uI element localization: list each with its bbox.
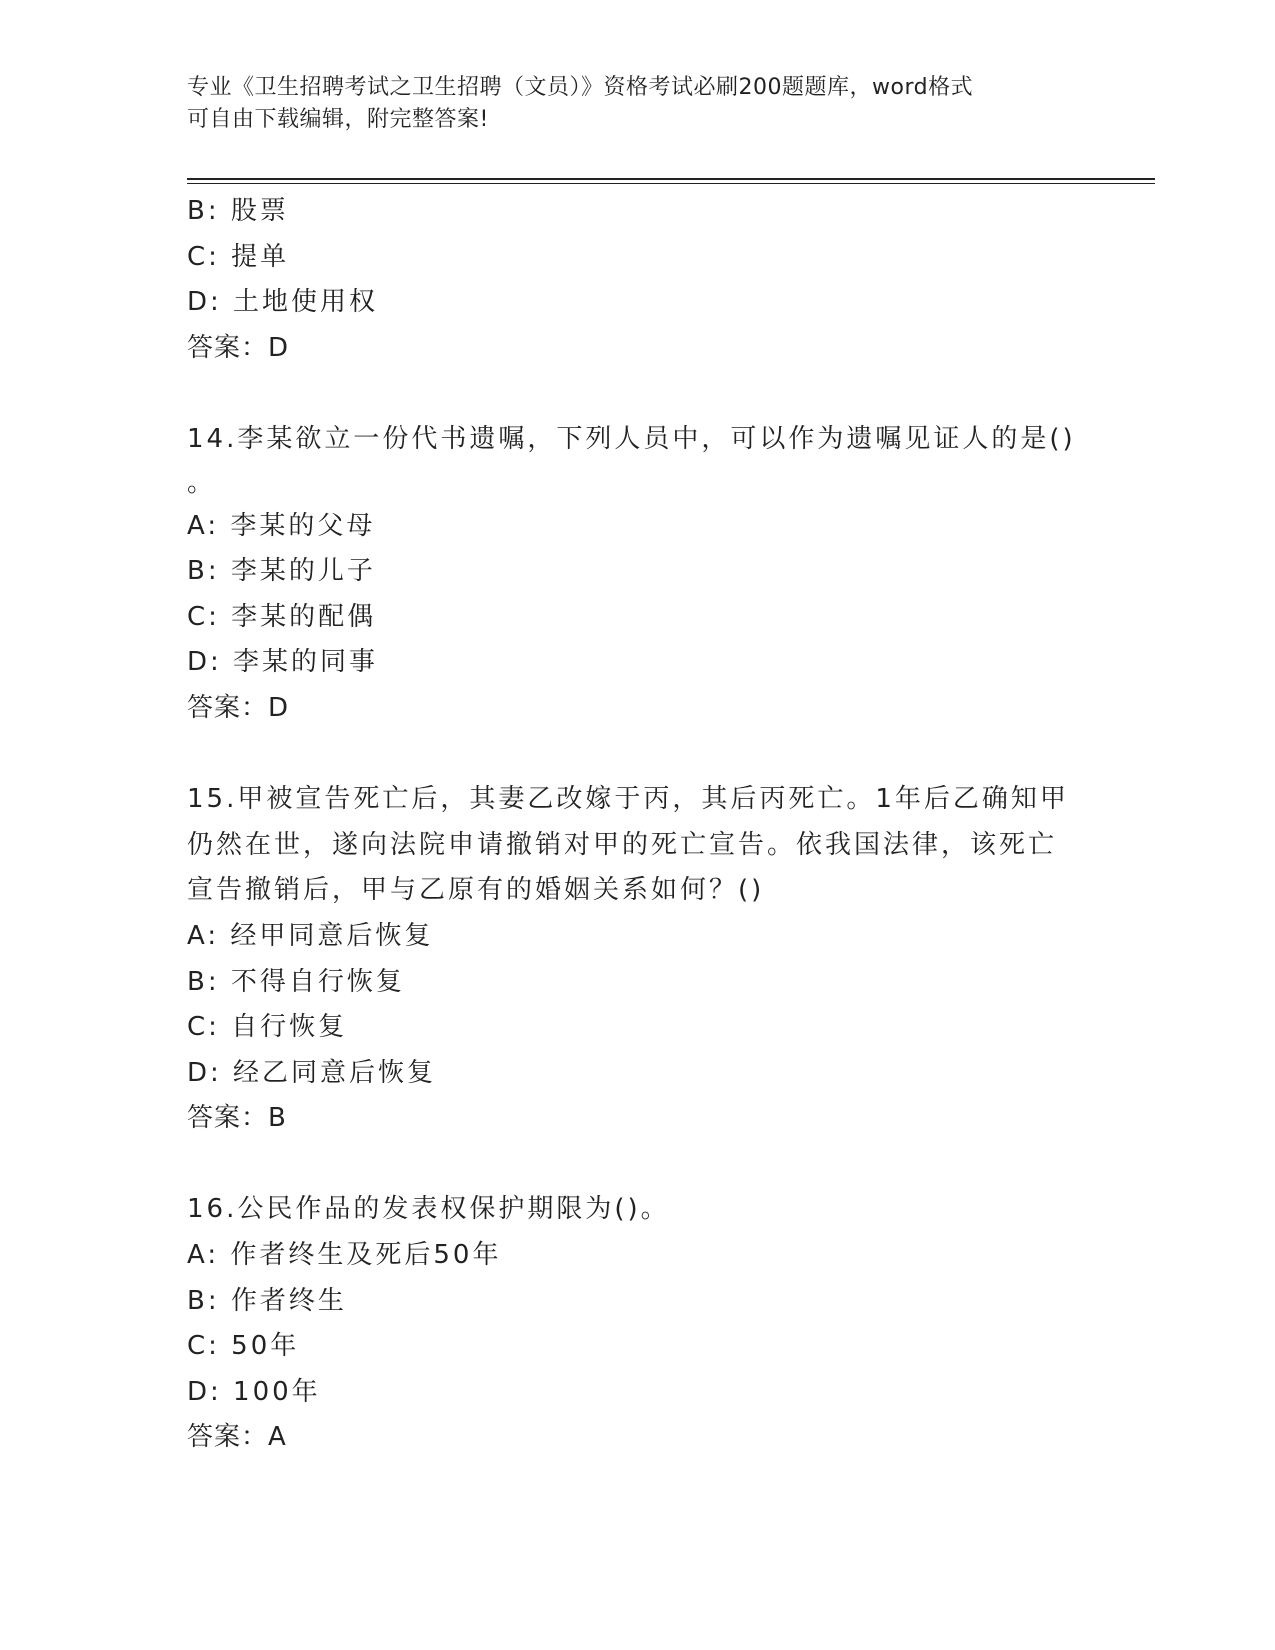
spacer <box>187 732 1087 778</box>
document-header <box>187 72 1087 136</box>
question-text-line-1: 14.李某欲立一份代书遗嘱，下列人员中，可以作为遗嘱见证人的是() <box>187 423 1076 454</box>
option-d: D: 土地使用权 <box>187 287 379 318</box>
answer: 答案：B <box>187 1103 287 1134</box>
option-d: D: 经乙同意后恢复 <box>187 1057 437 1088</box>
question-15 <box>187 777 1087 1142</box>
option-c: C: 提单 <box>187 241 290 272</box>
question-16 <box>187 1187 1087 1461</box>
option-a: A: 李某的父母 <box>187 510 376 541</box>
option-b: B: 作者终生 <box>187 1285 347 1316</box>
question-14 <box>187 417 1087 732</box>
option-b: B: 不得自行恢复 <box>187 966 405 997</box>
option-a: A: 作者终生及死后50年 <box>187 1240 502 1271</box>
question-13 <box>187 189 1087 371</box>
option-c: C: 自行恢复 <box>187 1012 348 1043</box>
answer: 答案：A <box>187 1422 287 1453</box>
question-text-line-2: 仍然在世，遂向法院申请撤销对甲的死亡宣告。依我国法律，该死亡 <box>187 829 1058 860</box>
answer: 答案：D <box>187 332 290 363</box>
header-divider-thick <box>187 178 1155 180</box>
option-d: D: 100年 <box>187 1376 321 1407</box>
option-a: A: 经甲同意后恢复 <box>187 920 434 951</box>
header-divider-thin <box>187 183 1155 184</box>
option-d: D: 李某的同事 <box>187 647 379 678</box>
question-text-line-3: 宣告撤销后，甲与乙原有的婚姻关系如何？() <box>187 875 765 906</box>
spacer <box>187 371 1087 417</box>
spacer <box>187 1142 1087 1188</box>
option-b: B: 股票 <box>187 196 289 226</box>
option-c: C: 李某的配偶 <box>187 601 377 632</box>
question-list <box>187 189 1087 1461</box>
option-b: B: 李某的儿子 <box>187 556 376 587</box>
option-c: C: 50年 <box>187 1331 300 1362</box>
header-line-1: 专业《卫生招聘考试之卫生招聘（文员）》资格考试必刷200题题库，word格式 <box>187 75 974 100</box>
header-line-2: 可自由下载编辑，附完整答案! <box>187 107 489 132</box>
question-text-line-2: 。 <box>187 467 217 498</box>
answer: 答案：D <box>187 692 290 723</box>
question-text-line-1: 15.甲被宣告死亡后，其妻乙改嫁于丙，其后丙死亡。1年后乙确知甲 <box>187 784 1069 815</box>
question-text-line-1: 16.公民作品的发表权保护期限为()。 <box>187 1194 670 1225</box>
